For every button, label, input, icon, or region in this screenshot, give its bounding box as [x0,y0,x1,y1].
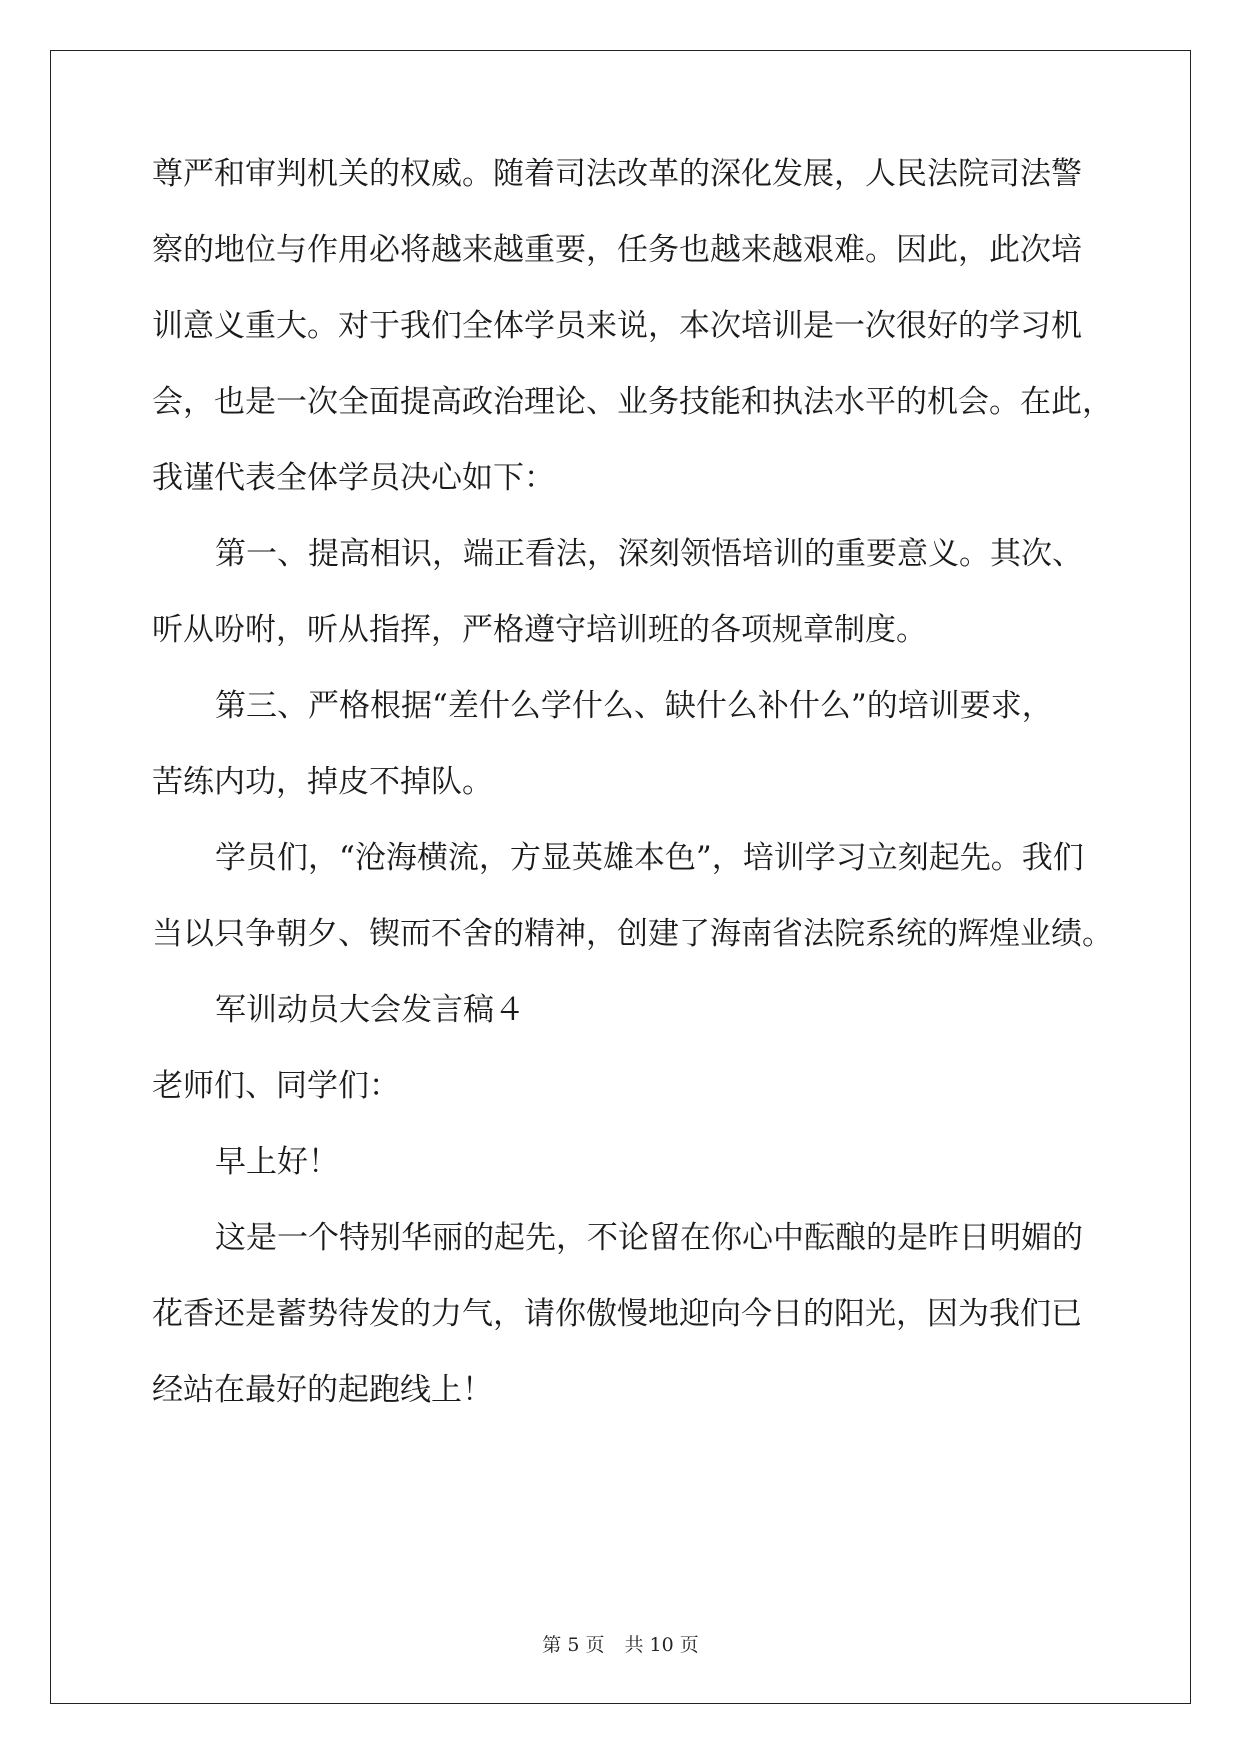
text-line: 我谨代表全体学员决心如下： [152,460,555,496]
text-line: 学员们，“沧海横流，方显英雄本色”，培训学习立刻起先。我们 [215,840,1084,876]
text-line: 这是一个特别华丽的起先，不论留在你心中酝酿的是昨日明媚的 [215,1220,1083,1256]
text-line: 训意义重大。对于我们全体学员来说，本次培训是一次很好的学习机 [152,308,1082,344]
text-line: 花香还是蓄势待发的力气，请你傲慢地迎向今日的阳光，因为我们已 [152,1296,1082,1332]
text-line: 经站在最好的起跑线上！ [152,1372,493,1408]
text-line: 会，也是一次全面提高政治理论、业务技能和执法水平的机会。在此， [152,384,1113,420]
text-line: 察的地位与作用必将越来越重要，任务也越来越艰难。因此，此次培 [152,232,1082,268]
section-heading: 军训动员大会发言稿４ [215,992,525,1028]
page-number: 第 5 页 [542,1634,605,1656]
text-line: 尊严和审判机关的权威。随着司法改革的深化发展，人民法院司法警 [152,156,1082,192]
text-line: 当以只争朝夕、锲而不舍的精神，创建了海南省法院系统的辉煌业绩。 [152,916,1113,952]
text-line: 第三、严格根据“差什么学什么、缺什么补什么”的培训要求， [215,688,1053,724]
text-line: 苦练内功，掉皮不掉队。 [152,764,493,800]
page-border [50,50,1191,1704]
text-line: 听从吩咐，听从指挥，严格遵守培训班的各项规章制度。 [152,612,927,648]
greeting: 早上好！ [215,1144,339,1180]
salutation: 老师们、同学们： [152,1068,400,1104]
text-line: 第一、提高相识，端正看法，深刻领悟培训的重要意义。其次、 [215,536,1083,572]
page-footer [0,1630,1241,1657]
page-total: 共 10 页 [624,1634,699,1656]
